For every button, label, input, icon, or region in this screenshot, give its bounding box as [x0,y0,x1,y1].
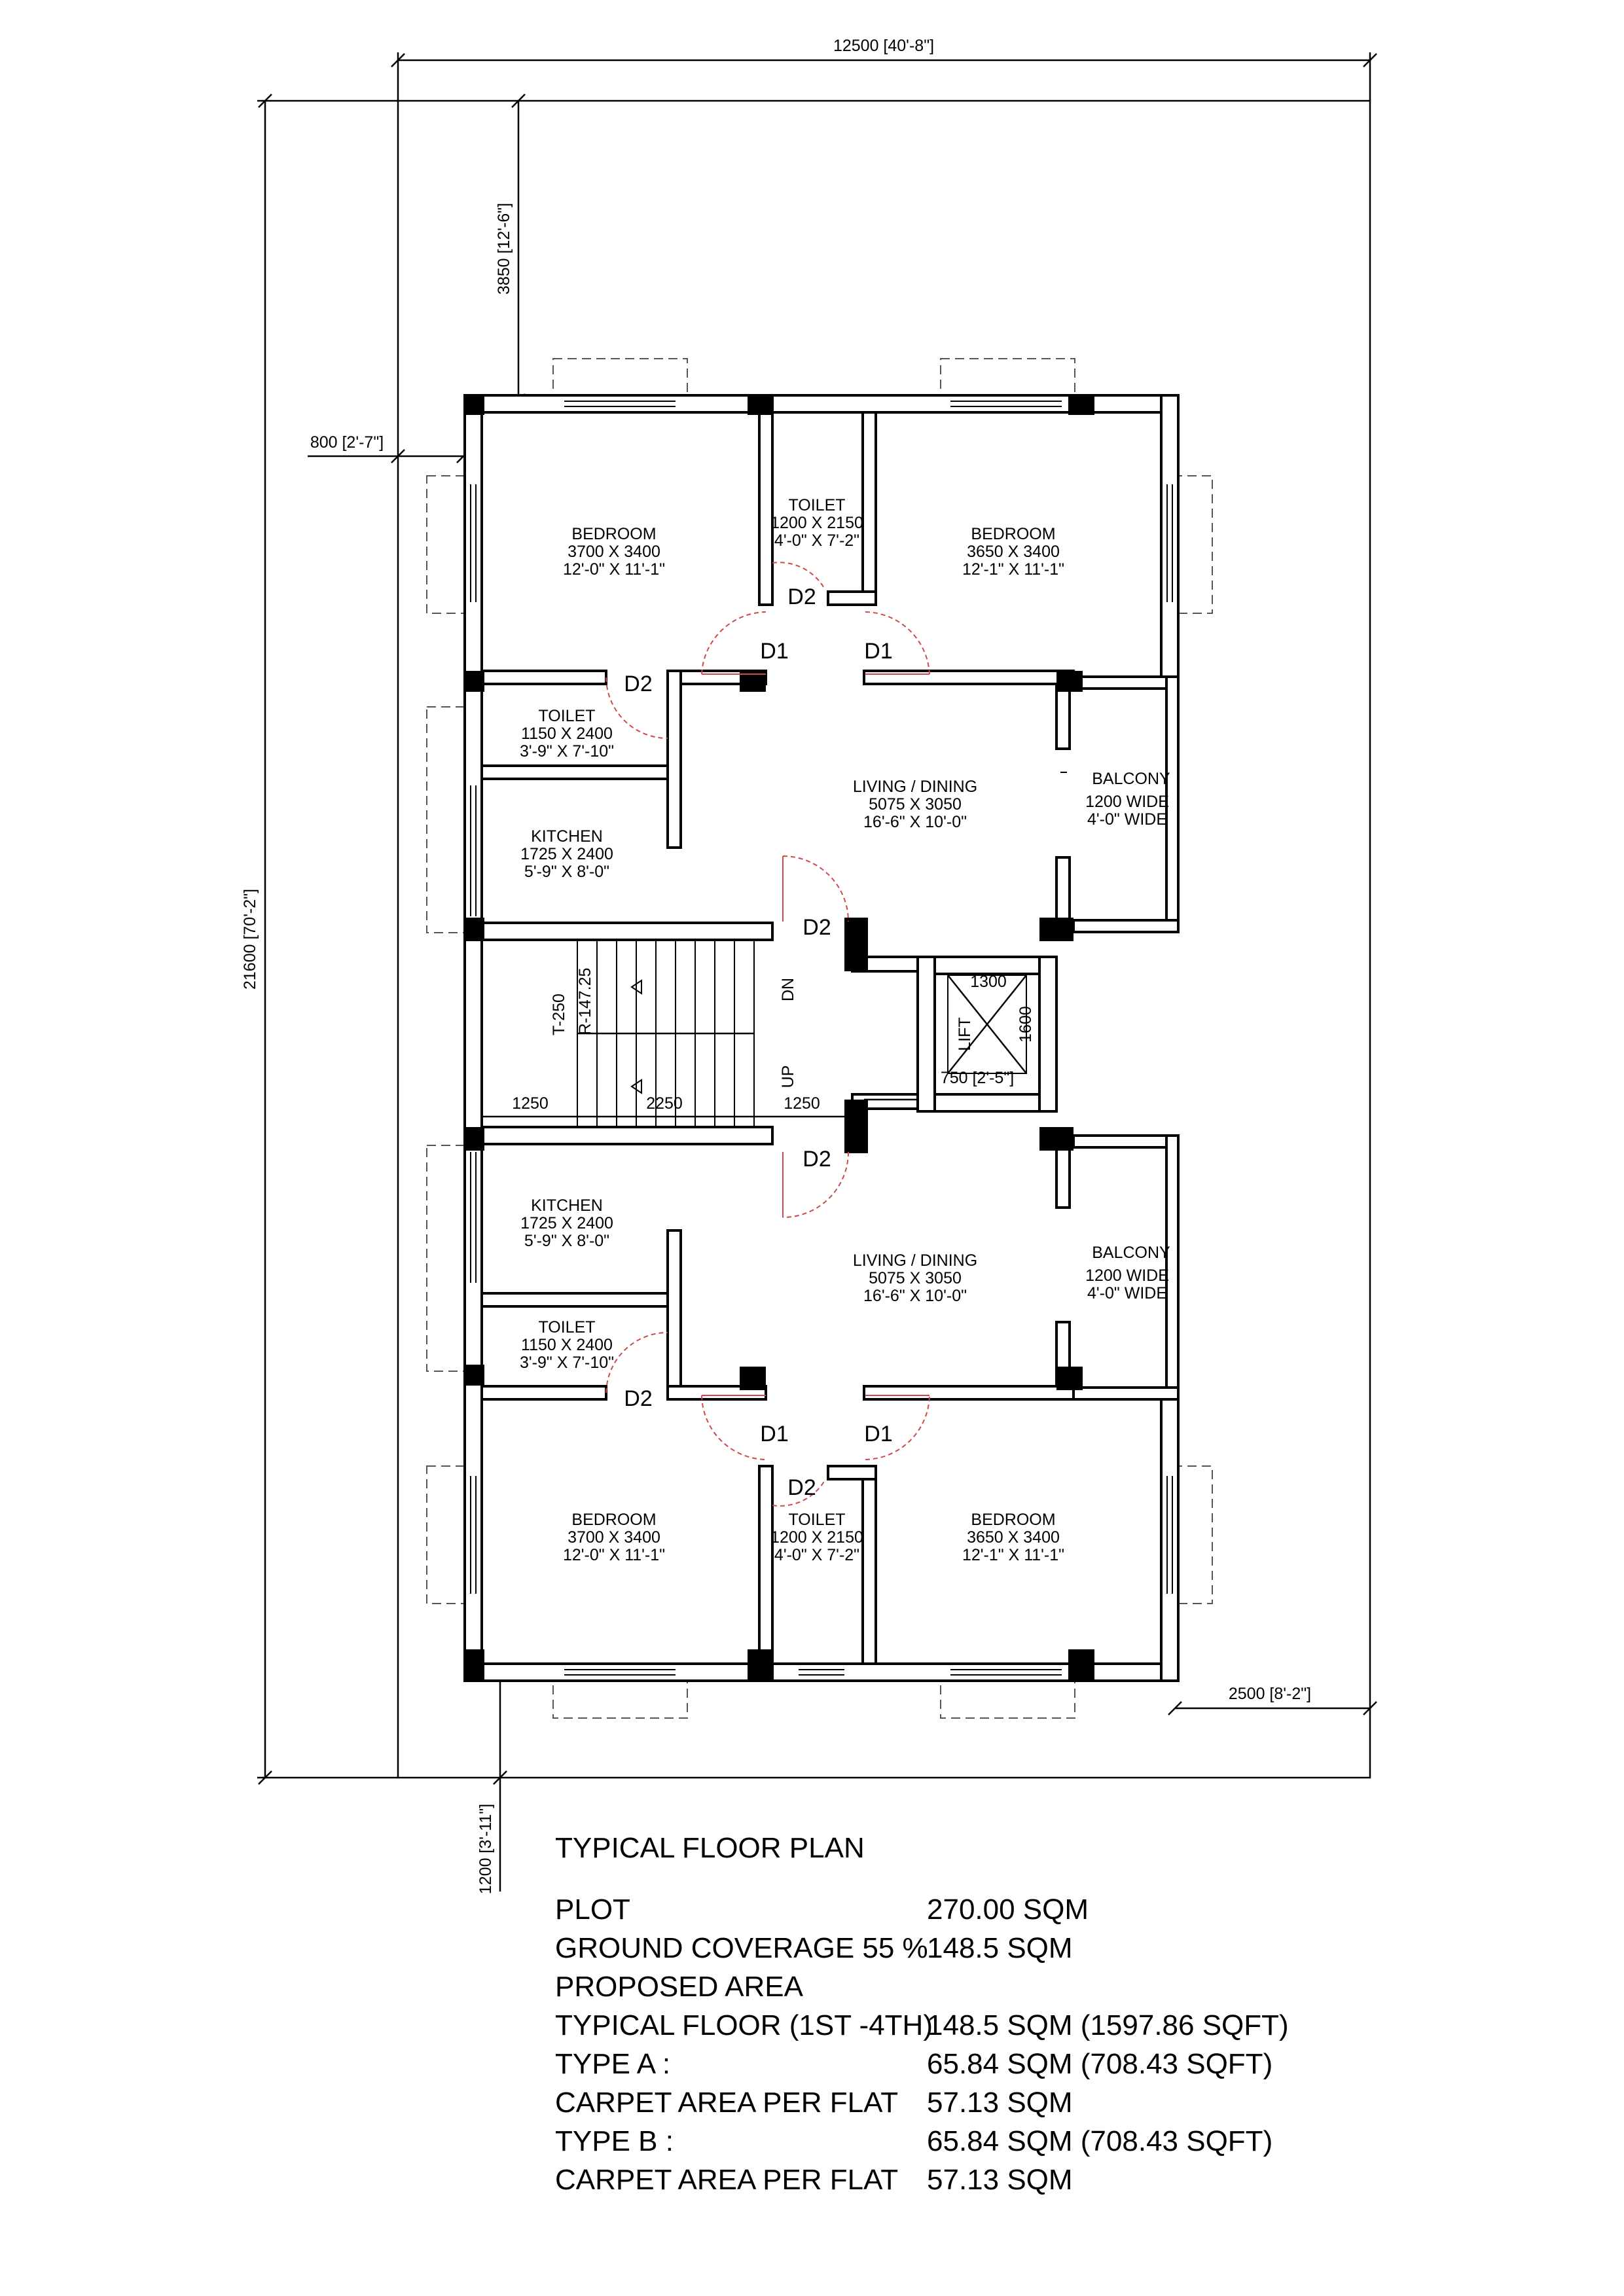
summary-row-value: 65.84 SQM (708.43 SQFT) [927,2125,1273,2157]
room-size: 3700 X 3400 [568,1528,660,1547]
room-name: KITCHEN [531,1196,603,1215]
room-size-imperial: 4'-0" X 7'-2" [774,1546,860,1564]
room-size: 1200 WIDE [1085,1266,1169,1285]
room-size: 1150 X 2400 [521,1336,613,1354]
summary-row-label: CARPET AREA PER FLAT [555,2164,899,2196]
dimension-overall-height: 21600 [70'-2"] [241,888,259,990]
room-size: 3650 X 3400 [967,1528,1060,1547]
room-size: 1725 X 2400 [520,1214,613,1232]
stair-tread-label: T-250 [550,994,568,1035]
summary-row-value: 148.5 SQM (1597.86 SQFT) [927,2009,1289,2041]
summary-row-label: TYPE A : [555,2048,671,2080]
area-summary [555,1832,1289,2196]
room-name: TOILET [538,1318,596,1336]
room-size-imperial: 12'-0" X 11'-1" [562,560,666,579]
summary-row-value: 57.13 SQM [927,2164,1073,2196]
room-size: 1200 X 2150 [770,1528,863,1547]
room-name: BALCONY [1092,770,1170,788]
summary-row-label: GROUND COVERAGE 55 % [555,1932,928,1964]
room-size: 1725 X 2400 [520,845,613,863]
columns [463,394,1094,1681]
door-tag: D2 [787,1475,816,1500]
summary-row-label: CARPET AREA PER FLAT [555,2087,899,2119]
room-size-imperial: 5'-9" X 8'-0" [524,1232,610,1250]
door-tag: D2 [624,672,653,696]
summary-row-value: 270.00 SQM [927,1893,1089,1926]
room-size-imperial: 3'-9" X 7'-10" [519,1354,615,1372]
lift-shaft [941,973,1035,1087]
dimension-rear-setback: 1200 [3'-11"] [477,1803,495,1895]
lift-depth-label: 1600 [1017,1006,1035,1043]
room-size-imperial: 4'-0" WIDE [1087,810,1167,829]
room-size: 3650 X 3400 [967,543,1060,561]
summary-title: TYPICAL FLOOR PLAN [555,1832,865,1864]
room-labels [520,496,1170,1564]
room-size-imperial: 12'-0" X 11'-1" [562,1546,666,1564]
dimension-lines [241,37,1377,1894]
door-tag: D2 [803,1147,831,1172]
summary-row-label: TYPE B : [555,2125,674,2157]
door-tag: D1 [760,639,789,664]
lift-width-label: 1300 [970,973,1007,991]
door-tag: D1 [864,639,893,664]
windows [471,401,1172,1675]
summary-row-value: 65.84 SQM (708.43 SQFT) [927,2048,1273,2080]
room-size-imperial: 4'-0" WIDE [1087,1284,1167,1302]
room-name: BALCONY [1092,1244,1170,1262]
dimension-left-setback: 800 [2'-7"] [310,433,384,452]
room-name: TOILET [788,496,846,514]
room-name: LIVING / DINING [852,1251,978,1270]
dimension-overall-width: 12500 [40'-8"] [833,37,935,55]
room-name: BEDROOM [971,525,1056,543]
room-size-imperial: 4'-0" X 7'-2" [774,531,860,550]
walls [465,395,1178,1681]
room-name: BEDROOM [971,1511,1056,1529]
summary-row-label: PLOT [555,1893,630,1926]
room-size-imperial: 12'-1" X 11'-1" [962,560,1065,579]
lift-label: LIFT [956,1017,974,1051]
door-tags [624,584,892,1500]
summary-row-value: 57.13 SQM [927,2087,1073,2119]
summary-row-label: PROPOSED AREA [555,1971,804,2003]
room-size-imperial: 16'-6" X 10'-0" [863,813,967,831]
room-size: 1200 X 2150 [770,514,863,532]
room-size-imperial: 12'-1" X 11'-1" [962,1546,1065,1564]
room-name: TOILET [788,1511,846,1529]
door-tag: D1 [760,1422,789,1446]
door-tag: D2 [803,915,831,940]
stair-dn-label: DN [779,977,797,1002]
summary-row-label: TYPICAL FLOOR (1ST -4TH) [555,2009,933,2041]
room-size: 5075 X 3050 [869,1269,962,1287]
dimension-right-setback: 2500 [8'-2"] [1228,1685,1312,1703]
dimension-front-setback: 3850 [12'-6"] [495,202,513,295]
room-size: 1200 WIDE [1085,793,1169,811]
summary-row-value: 148.5 SQM [927,1932,1073,1964]
lift-offset-label: 750 [2'-5"] [940,1069,1015,1087]
room-name: BEDROOM [571,1511,657,1529]
room-name: BEDROOM [571,525,657,543]
room-size-imperial: 5'-9" X 8'-0" [524,863,610,881]
room-name: LIVING / DINING [852,778,978,796]
stair-riser-label: R-147.25 [576,967,594,1035]
room-size-imperial: 16'-6" X 10'-0" [863,1287,967,1305]
door-tag: D2 [787,584,816,609]
stair-up-label: UP [779,1065,797,1088]
room-size: 3700 X 3400 [568,543,660,561]
room-name: TOILET [538,707,596,725]
door-tag: D2 [624,1386,653,1411]
stair-dimension-right: 1250 [784,1094,820,1113]
stair-dimension-flight: 2250 [646,1094,683,1113]
room-size-imperial: 3'-9" X 7'-10" [519,742,615,761]
door-tag: D1 [864,1422,893,1446]
room-size: 5075 X 3050 [869,795,962,814]
stair-dimension-left: 1250 [512,1094,549,1113]
room-name: KITCHEN [531,827,603,846]
room-size: 1150 X 2400 [521,725,613,743]
